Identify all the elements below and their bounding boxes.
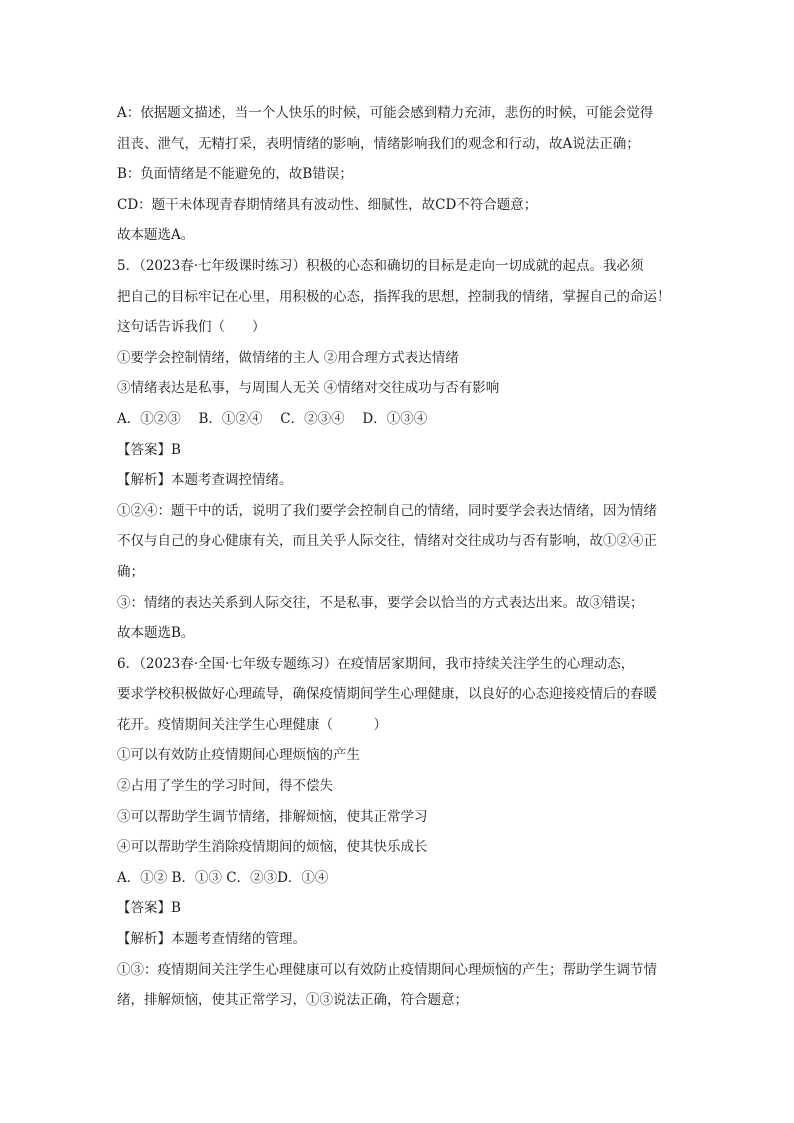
question-5-stem-2: 把自己的目标牢记在心里，用积极的心态，指挥我的思想，控制我的情绪，掌握自己的命运！ — [117, 288, 671, 305]
question-5-analysis-3: 确； — [117, 563, 144, 580]
text-line-analysis-b: B：负面情绪是不能避免的，故B错误； — [117, 166, 353, 183]
question-6-option-4: ④可以帮助学生消除疫情期间的烦恼，使其快乐成长 — [117, 839, 428, 856]
question-5-answer: 【答案】B — [117, 441, 181, 458]
question-6-answer: 【答案】B — [117, 900, 181, 917]
question-6-analysis-2: 绪，排解烦恼，使其正常学习，①③说法正确，符合题意； — [117, 992, 468, 1009]
question-5-stem-1: 5．（2023春·七年级课时练习）积极的心态和确切的目标是走向一切成就的起点。我必须 — [117, 257, 644, 274]
text-line-analysis-a-1: A：依据题文描述，当一个人快乐的时候，可能会感到精力充沛，悲伤的时候，可能会觉得 — [117, 105, 654, 121]
question-5-choices: A．①②③ B．①②④ C．②③④ D．①③④ — [117, 410, 428, 427]
question-6-choices: A．①② B．①③ C．②③D．①④ — [117, 869, 329, 886]
question-6-option-1: ①可以有效防止疫情期间心理烦恼的产生 — [117, 747, 360, 764]
text-line-analysis-a-2: 沮丧、泄气，无精打采，表明情绪的影响，情绪影响我们的观念和行动，故A说法正确； — [117, 135, 640, 152]
question-5-analysis-2: 不仅与自己的身心健康有关，而且关乎人际交往，情绪对交往成功与否有影响，故①②④正 — [117, 533, 657, 550]
question-6-analysis-1: ①③：疫情期间关注学生心理健康可以有效防止疫情期间心理烦恼的产生；帮助学生调节情 — [117, 961, 657, 978]
question-5-analysis-title: 【解析】本题考查调控情绪。 — [117, 472, 293, 489]
question-6-option-3: ③可以帮助学生调节情绪，排解烦恼，使其正常学习 — [117, 808, 428, 825]
question-6-stem-2: 要求学校积极做好心理疏导，确保疫情期间学生心理健康，以良好的心态迎接疫情后的春暖 — [117, 686, 657, 703]
question-6-analysis-title: 【解析】本题考查情绪的管理。 — [117, 931, 306, 948]
question-6-option-2: ②占用了学生的学习时间，得不偿失 — [117, 778, 333, 795]
text-line-analysis-cd: CD：题干未体现青春期情绪具有波动性、细腻性，故CD不符合题意； — [117, 196, 538, 213]
question-5-options-2: ③情绪表达是私事，与周围人无关 ④情绪对交往成功与否有影响 — [117, 380, 500, 397]
text-line-conclusion-4: 故本题选A。 — [117, 227, 195, 244]
question-5-analysis-4: ③：情绪的表达关系到人际交往，不是私事，要学会以恰当的方式表达出来。故③错误； — [117, 594, 644, 611]
question-5-analysis-1: ①②④：题干中的话，说明了我们要学会控制自己的情绪，同时要学会表达情绪，因为情绪 — [117, 502, 657, 519]
document-page — [117, 98, 677, 1016]
question-6-stem-1: 6．（2023春·全国·七年级专题练习）在疫情居家期间，我市持续关注学生的心理动态， — [117, 655, 635, 672]
question-6-stem-3: 花开。疫情期间关注学生心理健康（ ） — [117, 716, 387, 733]
question-5-conclusion: 故本题选B。 — [117, 625, 195, 642]
question-5-options-1: ①要学会控制情绪，做情绪的主人 ②用合理方式表达情绪 — [117, 349, 459, 366]
question-5-stem-3: 这句话告诉我们（ ） — [117, 319, 266, 336]
